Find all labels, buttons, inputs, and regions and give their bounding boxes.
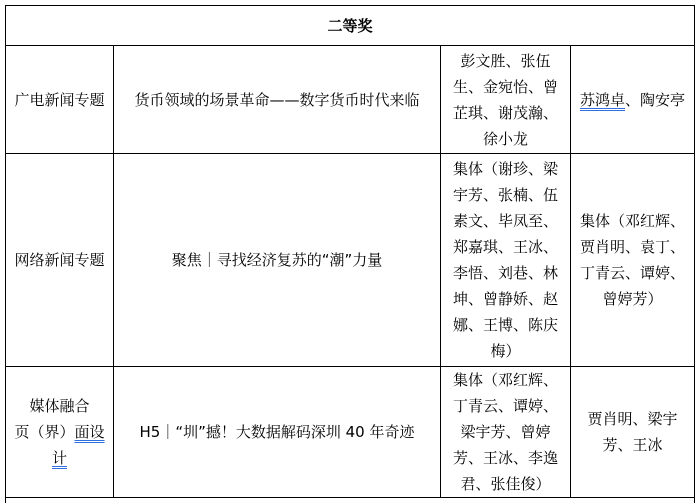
editors-text: 贾肖明、梁宇 芳、王冰: [587, 410, 678, 454]
editors-cell: [571, 367, 695, 498]
award-table: [5, 5, 695, 503]
work-title-text: 货币领域的场景革命——数字货币时代来临: [134, 90, 420, 109]
creators-cell: [441, 46, 571, 154]
creators-text: 集体（邓红辉、 丁青云、谭婷、 梁宇芳、曾婷 芳、王冰、李逸 君、张佳俊）: [452, 371, 558, 493]
category-cell: [6, 367, 114, 498]
editors-text: [580, 87, 685, 113]
category-cell: [6, 46, 114, 154]
category-text: [14, 393, 104, 471]
work-title-cell: [114, 154, 441, 367]
table-header-row: [6, 6, 695, 46]
table-row: [6, 46, 695, 154]
table-row: [6, 154, 695, 367]
next-row-cell: [6, 498, 695, 503]
category-text: 广电新闻专题: [14, 90, 105, 109]
editors-cell: [571, 154, 695, 367]
work-title-cell: [114, 46, 441, 154]
editors-text: 集体（邓红辉、 贾肖明、袁丁、 丁青云、谭婷、 曾婷芳）: [579, 212, 685, 308]
award-level-title: 二等奖: [327, 16, 373, 35]
editors-cell: [571, 46, 695, 154]
work-title-text: 聚焦｜寻找经济复苏的“潮”力量: [171, 251, 383, 269]
work-title-text: H5｜“圳”撼！大数据解码深圳 40 年奇迹: [139, 423, 415, 441]
category-text-start: 媒体融合 页（界）: [14, 397, 90, 441]
work-title-cell: [114, 367, 441, 498]
editors-text-rest: 、陶安亭: [625, 90, 686, 109]
creators-text: 彭文胜、张伍 生、金宛怡、曾 芷琪、谢茂瀚、 徐小龙: [452, 51, 558, 148]
spellcheck-flagged-text: 苏鸿卓: [579, 90, 625, 109]
creators-cell: [441, 367, 571, 498]
category-cell: [6, 154, 114, 367]
table-row-partial: [6, 498, 695, 503]
creators-cell: [441, 154, 571, 367]
award-level-header-cell: [6, 6, 695, 46]
spellcheck-flagged-text: 面设 计: [51, 423, 105, 467]
table-row: [6, 367, 695, 498]
creators-text: 集体（谢珍、梁 宇芳、张楠、伍 素文、毕凤至、 郑嘉琪、王冰、 李悟、刘巷、林 坤、曾静娇、赵 娜、王博、陈庆 梅）: [452, 160, 558, 360]
category-text: 网络新闻专题: [14, 251, 105, 269]
